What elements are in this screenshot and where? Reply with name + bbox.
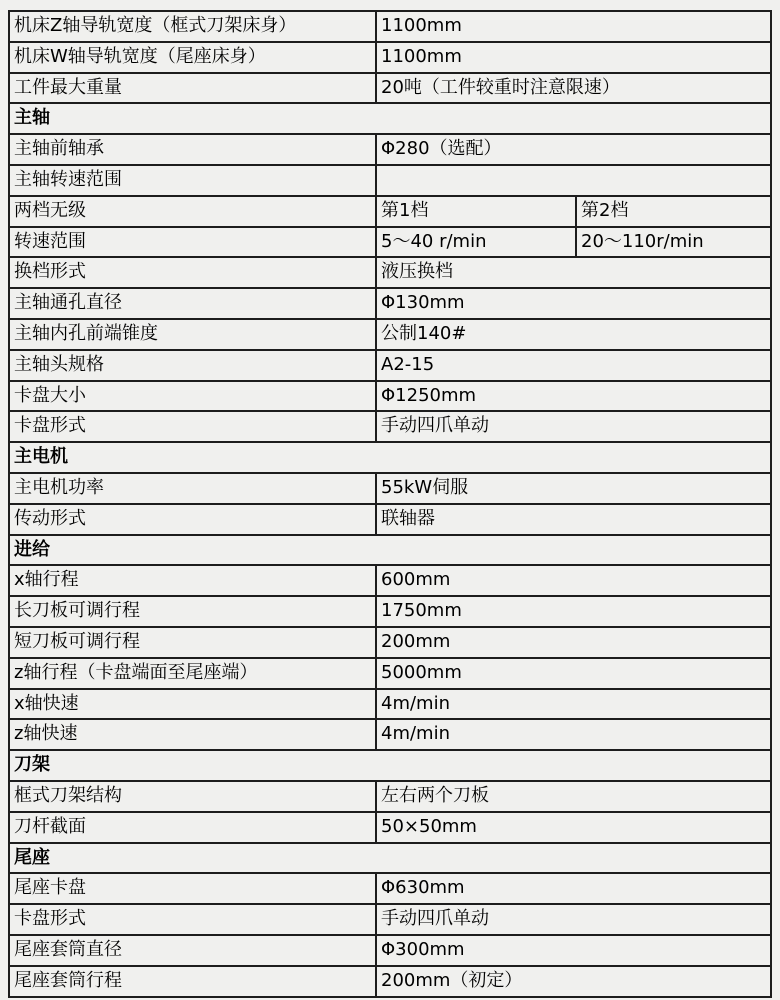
spec-value-cell: 手动四爪单动 bbox=[376, 904, 771, 935]
spec-value-cell: 20吨（工件较重时注意限速） bbox=[376, 73, 771, 104]
table-row bbox=[9, 627, 771, 658]
table-row bbox=[9, 165, 771, 196]
spec-value-cell: Φ280（选配） bbox=[376, 134, 771, 165]
table-row bbox=[9, 73, 771, 104]
table-row bbox=[9, 689, 771, 720]
spec-value-cell: 联轴器 bbox=[376, 504, 771, 535]
spec-label-cell: 两档无级 bbox=[9, 196, 376, 227]
table-row bbox=[9, 504, 771, 535]
spec-label-cell: 长刀板可调行程 bbox=[9, 596, 376, 627]
spec-value-cell: 1100mm bbox=[376, 42, 771, 73]
spec-label-cell: z轴行程（卡盘端面至尾座端） bbox=[9, 658, 376, 689]
spec-label-cell: 卡盘形式 bbox=[9, 904, 376, 935]
spec-table bbox=[8, 10, 772, 998]
spec-value-cell: 600mm bbox=[376, 565, 771, 596]
spec-label-cell: z轴快速 bbox=[9, 719, 376, 750]
table-row bbox=[9, 935, 771, 966]
spec-label-cell: x轴行程 bbox=[9, 565, 376, 596]
table-row bbox=[9, 350, 771, 381]
spec-value-cell: 公制140# bbox=[376, 319, 771, 350]
spec-value-cell: Φ130mm bbox=[376, 288, 771, 319]
table-row bbox=[9, 381, 771, 412]
table-row bbox=[9, 904, 771, 935]
spec-value-cell: 200mm（初定） bbox=[376, 966, 771, 997]
spec-value-cell: Φ300mm bbox=[376, 935, 771, 966]
spec-value2-cell: 20～110r/min bbox=[576, 227, 771, 258]
section-row bbox=[9, 535, 771, 566]
spec-label-cell: 主轴前轴承 bbox=[9, 134, 376, 165]
section-row bbox=[9, 750, 771, 781]
table-row bbox=[9, 257, 771, 288]
table-row bbox=[9, 11, 771, 42]
spec-label-cell: 转速范围 bbox=[9, 227, 376, 258]
table-row bbox=[9, 134, 771, 165]
spec-value-cell: 第1档 bbox=[376, 196, 576, 227]
table-row bbox=[9, 873, 771, 904]
spec-label-cell: 框式刀架结构 bbox=[9, 781, 376, 812]
spec-label-cell: 机床W轴导轨宽度（尾座床身） bbox=[9, 42, 376, 73]
spec-value-cell: 1100mm bbox=[376, 11, 771, 42]
section-header-cell: 主轴 bbox=[9, 103, 771, 134]
spec-label-cell: 尾座卡盘 bbox=[9, 873, 376, 904]
table-row bbox=[9, 288, 771, 319]
spec-label-cell: 换档形式 bbox=[9, 257, 376, 288]
spec-label-cell: 尾座套筒直径 bbox=[9, 935, 376, 966]
spec-label-cell: 主轴头规格 bbox=[9, 350, 376, 381]
table-row bbox=[9, 596, 771, 627]
table-row bbox=[9, 658, 771, 689]
table-row bbox=[9, 565, 771, 596]
spec-label-cell: 短刀板可调行程 bbox=[9, 627, 376, 658]
spec-value-cell: 200mm bbox=[376, 627, 771, 658]
spec-value-cell: 左右两个刀板 bbox=[376, 781, 771, 812]
spec-value-cell: A2-15 bbox=[376, 350, 771, 381]
section-row bbox=[9, 103, 771, 134]
spec-label-cell: x轴快速 bbox=[9, 689, 376, 720]
table-row bbox=[9, 196, 771, 227]
spec-value-cell bbox=[376, 165, 771, 196]
spec-value-cell: 4m/min bbox=[376, 689, 771, 720]
spec-value-cell: 4m/min bbox=[376, 719, 771, 750]
spec-value-cell: 5～40 r/min bbox=[376, 227, 576, 258]
spec-label-cell: 传动形式 bbox=[9, 504, 376, 535]
spec-value-cell: 55kW伺服 bbox=[376, 473, 771, 504]
table-row bbox=[9, 719, 771, 750]
table-row bbox=[9, 781, 771, 812]
spec-label-cell: 主电机功率 bbox=[9, 473, 376, 504]
section-header-cell: 进给 bbox=[9, 535, 771, 566]
spec-value-cell: 5000mm bbox=[376, 658, 771, 689]
spec-label-cell: 卡盘大小 bbox=[9, 381, 376, 412]
spec-label-cell: 刀杆截面 bbox=[9, 812, 376, 843]
spec-value2-cell: 第2档 bbox=[576, 196, 771, 227]
spec-table-body bbox=[9, 11, 771, 997]
spec-label-cell: 工件最大重量 bbox=[9, 73, 376, 104]
section-header-cell: 主电机 bbox=[9, 442, 771, 473]
spec-label-cell: 机床Z轴导轨宽度（框式刀架床身） bbox=[9, 11, 376, 42]
spec-label-cell: 尾座套筒行程 bbox=[9, 966, 376, 997]
spec-value-cell: 50×50mm bbox=[376, 812, 771, 843]
section-header-cell: 尾座 bbox=[9, 843, 771, 874]
table-row bbox=[9, 966, 771, 997]
table-row bbox=[9, 42, 771, 73]
spec-value-cell: 手动四爪单动 bbox=[376, 411, 771, 442]
spec-value-cell: Φ1250mm bbox=[376, 381, 771, 412]
spec-value-cell: 液压换档 bbox=[376, 257, 771, 288]
section-row bbox=[9, 843, 771, 874]
table-row bbox=[9, 411, 771, 442]
spec-label-cell: 主轴通孔直径 bbox=[9, 288, 376, 319]
spec-label-cell: 主轴转速范围 bbox=[9, 165, 376, 196]
table-row bbox=[9, 227, 771, 258]
spec-value-cell: 1750mm bbox=[376, 596, 771, 627]
table-row bbox=[9, 473, 771, 504]
table-row bbox=[9, 812, 771, 843]
spec-label-cell: 卡盘形式 bbox=[9, 411, 376, 442]
section-row bbox=[9, 442, 771, 473]
spec-label-cell: 主轴内孔前端锥度 bbox=[9, 319, 376, 350]
spec-value-cell: Φ630mm bbox=[376, 873, 771, 904]
section-header-cell: 刀架 bbox=[9, 750, 771, 781]
table-row bbox=[9, 319, 771, 350]
